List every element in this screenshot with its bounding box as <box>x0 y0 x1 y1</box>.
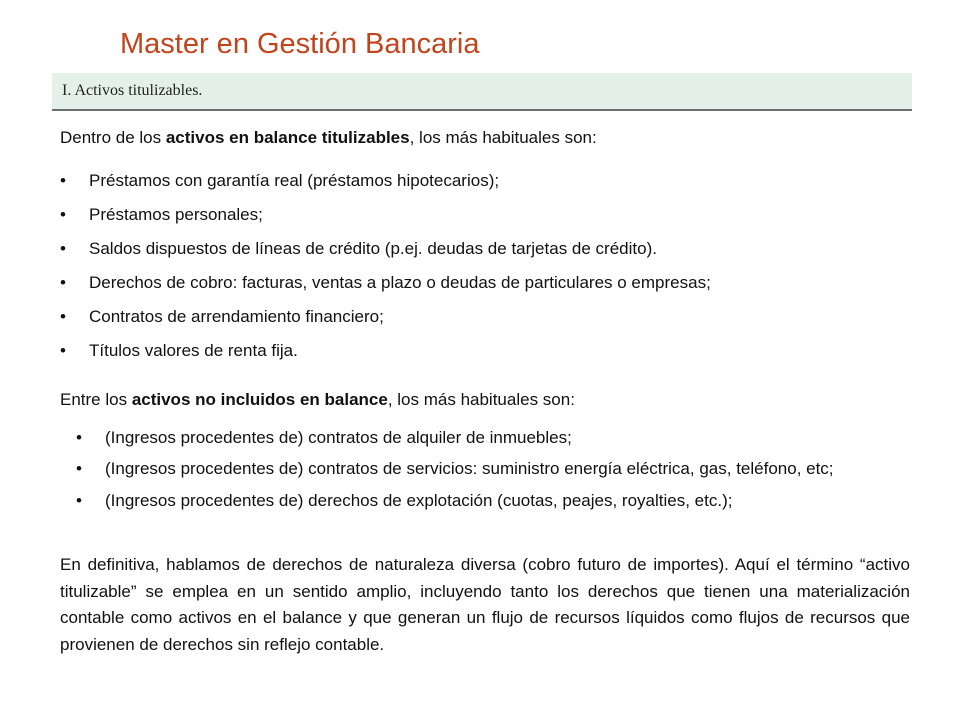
intro-balance-bold: activos en balance titulizables <box>165 128 410 147</box>
section-title: I. Activos titulizables. <box>62 82 203 99</box>
list-item: • Títulos valores de renta fija. <box>60 341 920 361</box>
list-item: • Contratos de arrendamiento financiero; <box>60 307 920 327</box>
offbalance-assets-list <box>76 428 912 520</box>
list-item: • Préstamos personales; <box>60 205 920 225</box>
list-item: • (Ingresos procedentes de) derechos de explotación (cuotas, peajes, royalties, etc.); <box>76 491 912 511</box>
intro-balance-after: , los más habituales son: <box>409 128 597 147</box>
intro-offbalance-after: , los más habituales son: <box>387 390 575 409</box>
intro-balance-before: Dentro de los <box>60 128 166 147</box>
list-item: • Saldos dispuestos de líneas de crédito (p.ej. deudas de tarjetas de crédito). <box>60 239 920 259</box>
page-title: Master en Gestión Bancaria <box>120 28 480 60</box>
list-item: • Derechos de cobro: facturas, ventas a plazo o deudas de particulares o empresas; <box>60 273 920 293</box>
balance-assets-list <box>60 171 920 375</box>
list-item: • Préstamos con garantía real (préstamos hipotecarios); <box>60 171 920 191</box>
list-item: • (Ingresos procedentes de) contratos de servicios: suministro energía eléctrica, gas, teléfono, etc; <box>76 459 912 479</box>
intro-offbalance-before: Entre los <box>60 390 132 409</box>
closing-paragraph: En definitiva, hablamos de derechos de naturaleza diversa (cobro futuro de importes). Aquí el término “activo titulizable” se emplea en un sentido amplio, incluyendo tanto los derechos que tienen una materialización contable como activos en el balance y que generan un flujo de recursos líquidos como flujos de recursos que provienen de derechos sin reflejo contable. <box>60 555 910 654</box>
intro-offbalance-paragraph <box>60 390 575 410</box>
intro-offbalance-bold: activos no incluidos en balance <box>131 390 388 409</box>
list-item: • (Ingresos procedentes de) contratos de alquiler de inmuebles; <box>76 428 912 448</box>
section-header-bar <box>52 73 912 111</box>
intro-balance-paragraph <box>60 128 597 148</box>
